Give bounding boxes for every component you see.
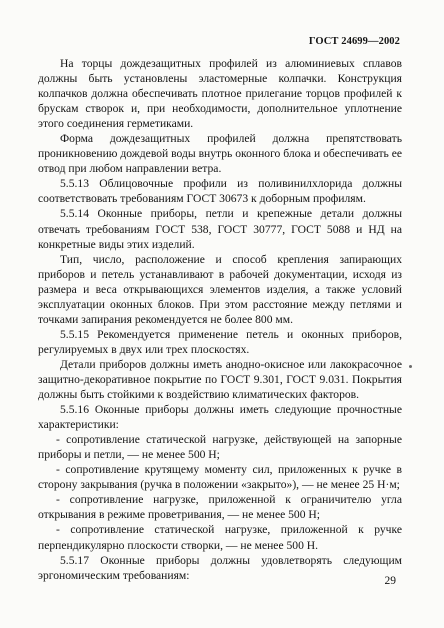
page-number: 29	[384, 575, 396, 587]
paragraph-5-5-13: 5.5.13 Облицовочные профили из поливинилхлорида должны соответствовать требованиям ГОСТ 30673 к доборным профилям.	[38, 177, 402, 206]
paragraph-end-caps: На торцы дождезащитных профилей из алюминиевых сплавов должны быть установлены эластомерные колпачки. Конструкция колпачков должна обеспечивать плотное прилегание торцов профилей к брускам створок и, при необходимости, дополнительное уплотнение этого соединения герметиками.	[38, 57, 402, 131]
paragraph-5-5-14: 5.5.14 Оконные приборы, петли и крепежные детали должны отвечать требованиям ГОСТ 538, ГОСТ 30777, ГОСТ 5088 и НД на конкретные виды этих изделий.	[38, 207, 402, 251]
paragraph-5-5-15: 5.5.15 Рекомендуется применение петель и оконных приборов, регулируемых в двух или трех плоскостях.	[38, 327, 402, 356]
scan-speck	[409, 365, 412, 368]
paragraph-5-5-16: 5.5.16 Оконные приборы должны иметь следующие прочностные характеристики:	[38, 403, 402, 432]
list-item-torque: - сопротивление крутящему моменту сил, приложенных к ручке в сторону закрывания (ручка в положении «закрыто»), — не менее 25 Н·м;	[38, 463, 402, 492]
list-item-handle-load: - сопротивление статической нагрузке, приложенной к ручке перпендикулярно плоскости створки, — не менее 500 Н.	[38, 523, 402, 552]
paragraph-locking-hardware: Тип, число, расположение и способ крепления запирающих приборов и петель устанавливают в рабочей документации, исходя из размера и веса открывающихся элементов изделия, а также условий эксплуатации оконных блоков. При этом расстояние между петлями и точками запирания рекомендуется не более 800 мм.	[38, 252, 402, 326]
paragraph-5-5-17: 5.5.17 Оконные приборы должны удовлетворять следующим эргономическим требованиям:	[38, 553, 402, 582]
paragraph-coatings: Детали приборов должны иметь анодно-окисное или лакокрасочное защитно-декоративное покрытие по ГОСТ 9.301, ГОСТ 9.031. Покрытия должны быть стойкими к воздействию климатических факторов.	[38, 357, 402, 402]
document-body	[38, 56, 402, 583]
list-item-limiter-load: - сопротивление нагрузке, приложенной к ограничителю угла открывания в режиме проветривания, — не менее 500 Н;	[38, 493, 402, 522]
document-code-header: ГОСТ 24699—2002	[308, 36, 400, 47]
paragraph-rain-profile-shape: Форма дождезащитных профилей должна препятствовать проникновению дождевой воды внутрь оконного блока и обеспечивать ее отвод при любом направлении ветра.	[38, 132, 402, 176]
list-item-static-load: - сопротивление статической нагрузке, действующей на запорные приборы и петли, — не менее 500 Н;	[38, 433, 402, 462]
